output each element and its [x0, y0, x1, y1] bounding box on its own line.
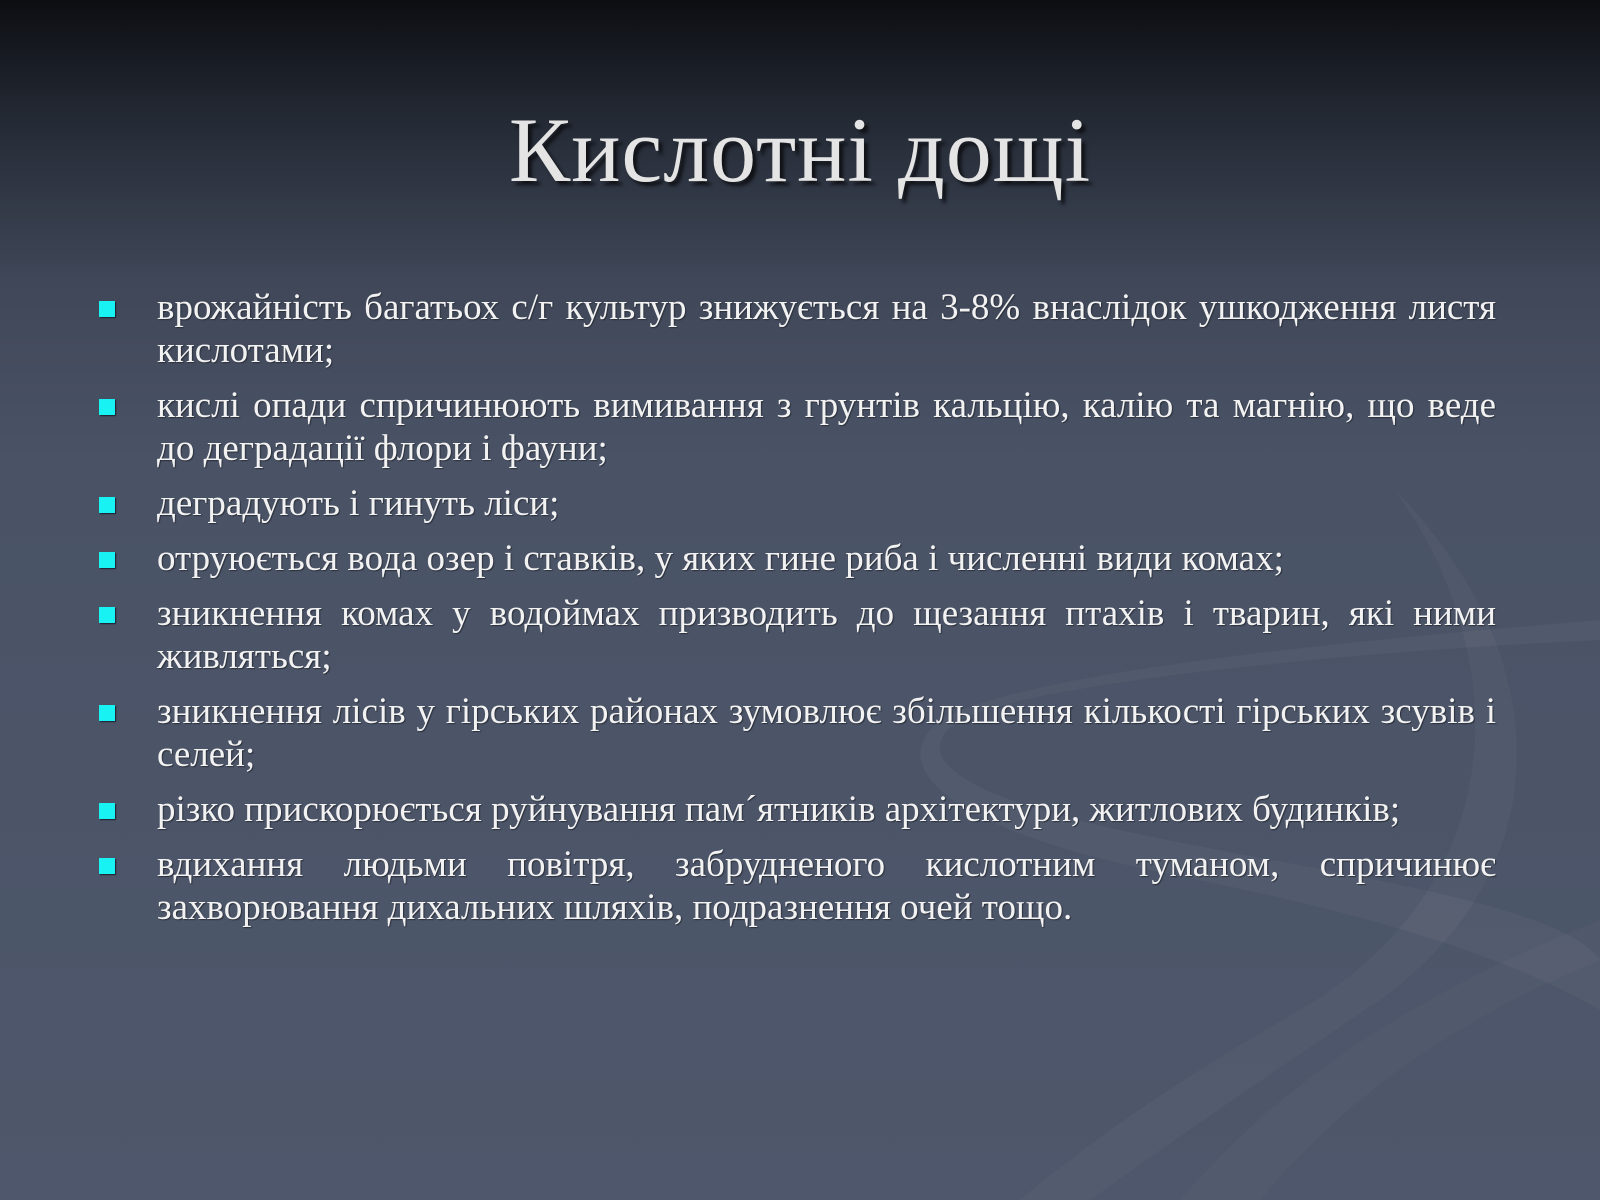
list-item: [96, 286, 1496, 372]
list-item: [96, 384, 1496, 470]
bullet-text: зникнення лісів у гірських районах зумовлює збільшення кількості гірських зсувів і селей;: [157, 691, 1496, 775]
bullet-text: вдихання людьми повітря, забрудненого кислотним туманом, спричинює захворювання дихальних шляхів, подразнення очей тощо.: [157, 844, 1496, 928]
list-item: [96, 788, 1496, 831]
bullet-text: зникнення комах у водоймах призводить до щезання птахів і тварин, які ними живляться;: [157, 593, 1496, 677]
bullet-text: деградують і гинуть ліси;: [157, 483, 560, 524]
square-bullet-icon: [99, 858, 115, 874]
square-bullet-icon: [99, 803, 115, 819]
list-item: [96, 690, 1496, 776]
slide-title: Кислотні дощі: [508, 99, 1092, 201]
bullet-text: кислі опади спричинюють вимивання з грунтів кальцію, калію та магнію, що веде до деградації флори і фауни;: [157, 385, 1496, 469]
square-bullet-icon: [99, 705, 115, 721]
list-item: [96, 592, 1496, 678]
square-bullet-icon: [99, 301, 115, 317]
bullet-list: [96, 286, 1496, 941]
list-item: [96, 843, 1496, 929]
bullet-text: різко прискорюється руйнування пам´ятників архітектури, житлових будинків;: [157, 789, 1401, 830]
square-bullet-icon: [99, 552, 115, 568]
bullet-text: врожайність багатьох с/г культур знижується на 3-8% внаслідок ушкодження листя кислотами;: [157, 287, 1496, 371]
list-item: [96, 537, 1496, 580]
square-bullet-icon: [99, 607, 115, 623]
bullet-text: отруюється вода озер і ставків, у яких гине риба і численні види комах;: [157, 538, 1284, 579]
list-item: [96, 482, 1496, 525]
square-bullet-icon: [99, 497, 115, 513]
square-bullet-icon: [99, 399, 115, 415]
